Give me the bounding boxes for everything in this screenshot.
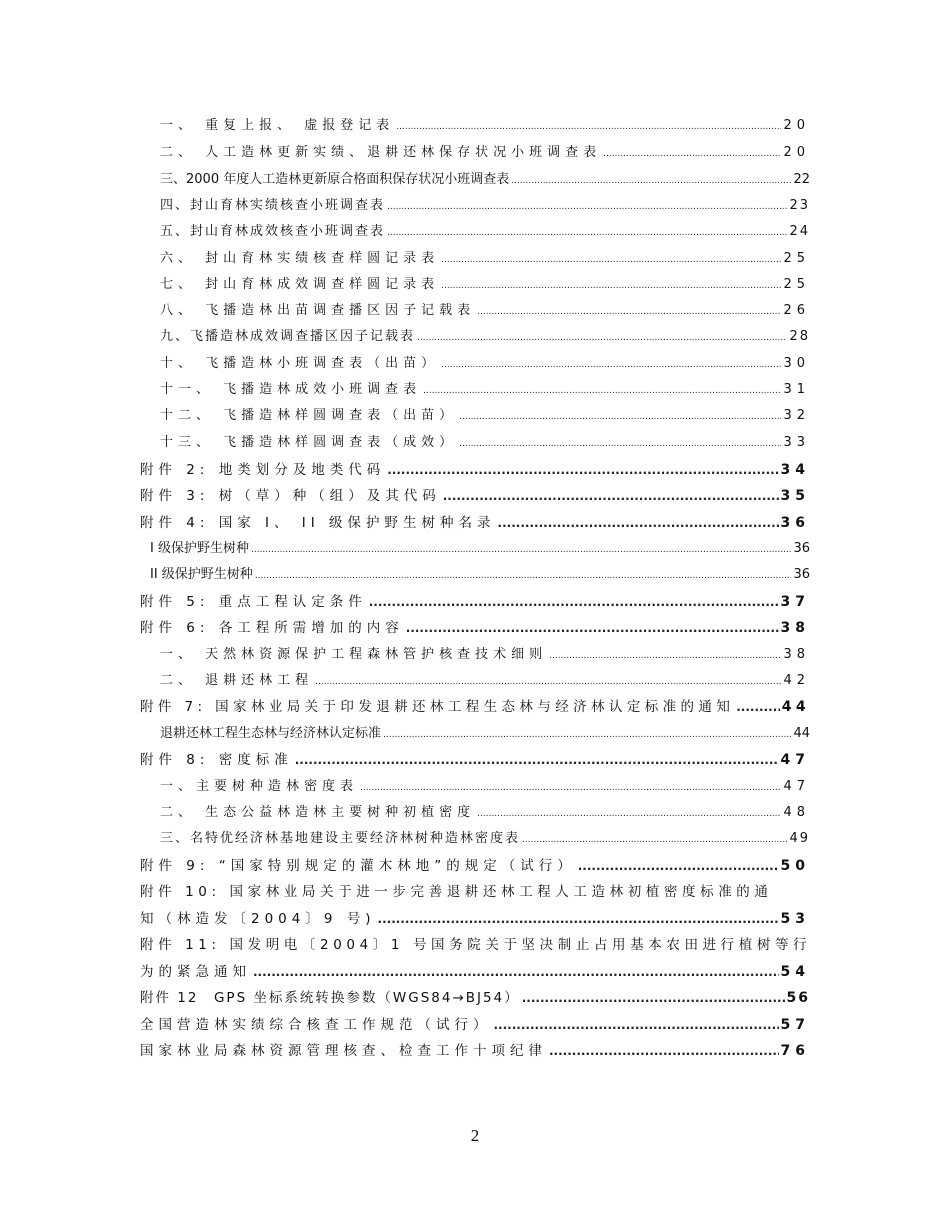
dot-leader [417,326,787,350]
dot-leader [387,458,778,482]
toc-entry-page: 47 [783,779,810,794]
toc-entry-page: 24 [789,224,810,239]
page-number: 2 [470,1126,480,1145]
toc-entry-appendix-line1[interactable]: 附件 11: 国发明电〔2004〕1 号国务院关于坚决制止占用基本农田进行植树等行 [140,937,812,953]
toc-entry[interactable] [160,404,810,429]
toc-entry-page: 54 [780,964,810,980]
toc-entry-page: 36 [793,541,810,556]
toc-entry-page: 26 [783,303,810,318]
toc-entry-page: 35 [780,488,810,504]
dot-leader [441,248,781,272]
dot-leader [251,538,791,562]
dot-leader [360,776,781,800]
toc-entry-page: 42 [783,673,810,688]
toc-entry[interactable] [160,220,810,245]
toc-entry[interactable] [160,722,810,747]
toc-entry-appendix[interactable] [140,616,810,640]
toc-entry-title: 附件 9: “国家特别规定的灌木林地”的规定（试行） [140,858,576,874]
toc-entry[interactable] [150,537,810,562]
toc-entry[interactable] [160,273,810,298]
toc-entry-title: 十二、 飞播造林样圆调查表（出苗） [160,408,458,423]
dot-leader [441,353,781,377]
toc-entry-title: 退耕还林工程生态林与经济林认定标准 [160,726,382,741]
toc-entry-title: 二、 人工造林更新实绩、退耕还林保存状况小班调查表 [160,145,602,160]
toc-entry-title: 知（林造发〔2004〕9 号) [140,911,376,927]
toc-entry-title: II 级保护野生树种 [150,567,253,582]
dot-leader [459,405,781,429]
toc-entry-page: 32 [783,408,810,423]
toc-entry-title: 六、 封山育林实绩核查样圆记录表 [160,251,440,266]
toc-entry-page: 20 [783,118,810,133]
dot-leader [387,195,787,219]
dot-leader [494,1013,779,1037]
toc-entry-page: 25 [783,251,810,266]
dot-leader [253,960,779,984]
toc-entry[interactable] [160,168,810,193]
toc-entry-appendix[interactable] [140,484,810,508]
toc-entry-appendix[interactable] [140,511,810,535]
toc-entry-title: I 级保护野生树种 [150,541,249,556]
toc-entry-title: 附件 4: 国家 I、 II 级保护野生树种名录 [140,515,496,531]
toc-entry-appendix[interactable] [140,458,810,482]
dot-leader [578,854,779,878]
toc-entry-page: 44 [781,699,810,715]
toc-entry-title: 一、 天然林资源保护工程森林管护核查技术细则 [160,647,548,662]
toc-entry-page: 28 [789,329,810,344]
toc-entry-title: 附件 6: 各工程所需增加的内容 [140,620,404,636]
toc-entry-title: 附件 2: 地类划分及地类代码 [140,462,386,478]
dot-leader [511,169,791,193]
toc-entry[interactable] [150,563,810,588]
toc-entry-page: 38 [783,647,810,662]
toc-entry-appendix[interactable] [140,1013,810,1037]
toc-entry-title: 三、2000 年度人工造林更新原合格面积保存状况小班调查表 [160,172,510,187]
toc-entry-page: 44 [793,726,810,741]
toc-entry-appendix[interactable] [140,960,810,984]
toc-entry-title: 一、 重复上报、 虚报登记表 [160,118,395,133]
toc-entry[interactable] [160,194,810,219]
toc-entry-title: 十三、 飞播造林样圆调查表（成效） [160,435,458,450]
toc-entry[interactable] [160,378,810,403]
toc-entry[interactable] [160,299,810,324]
toc-entry-title: 二、 退耕还林工程 [160,673,314,688]
toc-entry-appendix[interactable] [140,986,810,1010]
dot-leader [549,1039,779,1063]
toc-entry-page: 76 [780,1043,810,1059]
toc-entry[interactable] [160,141,810,166]
toc-entry[interactable] [160,643,810,668]
toc-entry-page: 25 [783,277,810,292]
dot-leader [387,221,787,245]
dot-leader [396,115,781,139]
dot-leader [369,590,779,614]
dot-leader [441,274,781,298]
toc-entry[interactable] [160,114,810,139]
toc-entry-page: 36 [780,515,810,531]
dot-leader [295,748,779,772]
dot-leader [477,300,781,324]
toc-entry-title: 附件 5: 重点工程认定条件 [140,594,367,610]
toc-entry-title: 七、 封山育林成效调查样圆记录表 [160,277,440,292]
toc-entry-title: 为的紧急通知 [140,964,251,980]
toc-entry-page: 49 [789,831,810,846]
toc-entry[interactable] [160,669,810,694]
toc-entry-page: 57 [780,1017,810,1033]
toc-entry-title: 九、飞播造林成效调查播区因子记载表 [160,329,416,344]
toc-entry-page: 53 [780,911,810,927]
toc-entry-appendix[interactable] [140,854,810,878]
toc-entry-title: 五、封山育林成效核查小班调查表 [160,224,386,239]
dot-leader [459,432,781,456]
toc-entry-title: 附件 8: 密度标准 [140,752,293,768]
toc-entry-title: 附件 12 GPS 坐标系统转换参数（WGS84→BJ54） [140,990,520,1006]
dot-leader [603,142,781,166]
dot-leader [383,723,791,747]
toc-entry-page: 34 [780,462,810,478]
dot-leader [522,986,785,1010]
toc-entry-page: 36 [793,567,810,582]
toc-entry-page: 33 [783,435,810,450]
toc-entry-page: 37 [780,594,810,610]
toc-entry-page: 56 [786,990,810,1006]
toc-entry[interactable] [160,325,810,350]
dot-leader [522,828,787,852]
dot-leader [406,616,779,640]
toc-entry-appendix[interactable] [140,1039,810,1063]
toc-entry-title: 十、 飞播造林小班调查表（出苗） [160,356,440,371]
toc-entry-title: 八、 飞播造林出苗调查播区因子记载表 [160,303,476,318]
toc-entry-page: 22 [793,172,810,187]
toc-entry[interactable] [160,827,810,852]
toc-entry-page: 48 [783,805,810,820]
dot-leader [255,564,792,588]
toc-entry-page: 23 [789,198,810,213]
toc-entry-appendix[interactable] [140,748,810,772]
dot-leader [315,670,781,694]
dot-leader [549,644,781,668]
toc-entry[interactable] [160,801,810,826]
toc-entry[interactable] [160,431,810,456]
dot-leader [477,802,781,826]
toc-entry-title: 四、封山育林实绩核查小班调查表 [160,198,386,213]
toc-entry-page: 31 [783,382,810,397]
toc-entry-title: 一、主要树种造林密度表 [160,779,359,794]
toc-entry-appendix[interactable] [140,695,810,719]
toc-entry-title: 附件 7: 国家林业局关于印发退耕还林工程生态林与经济林认定标准的通知 [140,699,735,715]
toc-entry-title: 二、 生态公益林造林主要树种初植密度 [160,805,476,820]
toc-entry-title: 三、名特优经济林基地建设主要经济林树种造林密度表 [160,831,521,846]
toc-entry-appendix[interactable] [140,907,810,931]
toc-entry-page: 20 [783,145,810,160]
toc-entry[interactable] [160,775,810,800]
toc-entry-page: 38 [780,620,810,636]
toc-entry[interactable] [160,352,810,377]
dot-leader [498,511,779,535]
toc-entry-page: 50 [780,858,810,874]
toc-entry-appendix-line1[interactable]: 附件 10: 国家林业局关于进一步完善退耕还林工程人工造林初植密度标准的通 [140,884,773,900]
toc-entry-title: 全国营造林实绩综合核查工作规范（试行） [140,1017,492,1033]
toc-entry[interactable] [160,247,810,272]
toc-entry-title: 十一、 飞播造林成效小班调查表 [160,382,422,397]
dot-leader [736,695,779,719]
dot-leader [443,484,779,508]
toc-entry-title: 国家林业局森林资源管理核查、检查工作十项纪律 [140,1043,547,1059]
toc-entry-title: 附件 3: 树（草）种（组）及其代码 [140,488,441,504]
toc-entry-page: 47 [780,752,810,768]
toc-entry-appendix[interactable] [140,590,810,614]
toc-entry-page: 30 [783,356,810,371]
dot-leader [378,907,779,931]
dot-leader [423,379,781,403]
